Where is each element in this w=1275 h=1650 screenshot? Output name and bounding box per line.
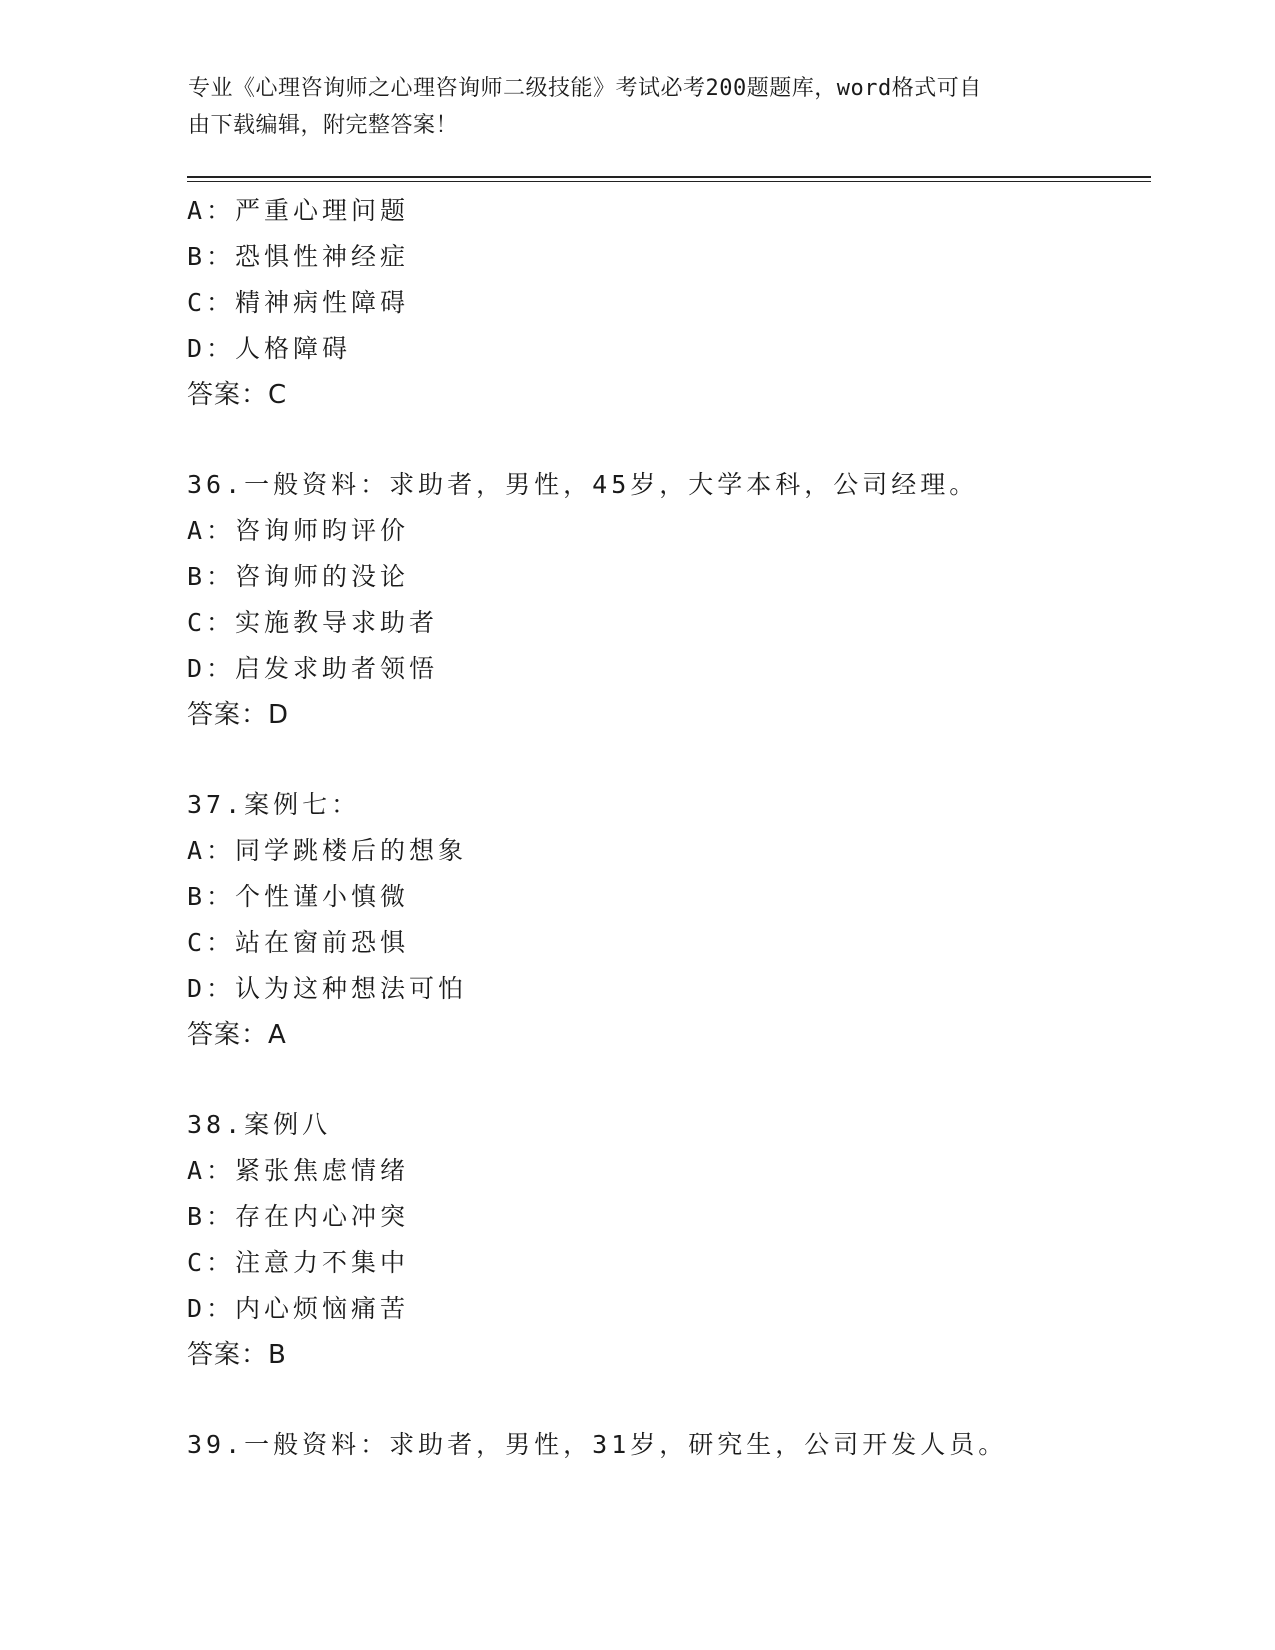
header-line-1: 专业《心理咨询师之心理咨询师二级技能》考试必考200题题库，word格式可自 (188, 76, 982, 101)
option-c: C：精神病性障碍 (187, 288, 410, 317)
answer: 答案：B (187, 1340, 287, 1370)
option-c: C：站在窗前恐惧 (187, 928, 410, 957)
option-b: B：恐惧性神经症 (187, 242, 410, 271)
document-header (188, 70, 1068, 144)
option-b: B：个性谨小慎微 (187, 882, 410, 911)
option-b: B：咨询师的没论 (187, 562, 410, 591)
question-text: 36.一般资料：求助者，男性，45岁，大学本科，公司经理。 (187, 470, 979, 499)
question-text: 39.一般资料：求助者，男性，31岁，研究生，公司开发人员。 (187, 1430, 1008, 1459)
question-block-37 (187, 782, 1147, 1058)
answer: 答案：C (187, 380, 288, 410)
option-a: A：紧张焦虑情绪 (187, 1156, 410, 1185)
option-d: D：人格障碍 (187, 334, 352, 363)
question-text: 37.案例七： (187, 790, 361, 819)
option-d: D：启发求助者领悟 (187, 654, 439, 683)
option-c: C：实施教导求助者 (187, 608, 439, 637)
question-block-36 (187, 462, 1147, 738)
question-block-39 (187, 1422, 1147, 1468)
question-block-35 (187, 188, 1147, 418)
option-d: D：认为这种想法可怕 (187, 974, 468, 1003)
option-d: D：内心烦恼痛苦 (187, 1294, 410, 1323)
answer: 答案：D (187, 700, 290, 730)
option-a: A：严重心理问题 (187, 196, 410, 225)
option-b: B：存在内心冲突 (187, 1202, 410, 1231)
answer: 答案：A (187, 1020, 287, 1050)
header-divider-thick (187, 176, 1151, 178)
question-list (187, 188, 1147, 1468)
question-block-38 (187, 1102, 1147, 1378)
header-line-2: 由下载编辑，附完整答案！ (188, 113, 459, 138)
option-a: A：同学跳楼后的想象 (187, 836, 468, 865)
option-c: C：注意力不集中 (187, 1248, 410, 1277)
option-a: A：咨询师昀评价 (187, 516, 410, 545)
header-divider-thin (187, 181, 1151, 182)
question-text: 38.案例八 (187, 1110, 332, 1139)
